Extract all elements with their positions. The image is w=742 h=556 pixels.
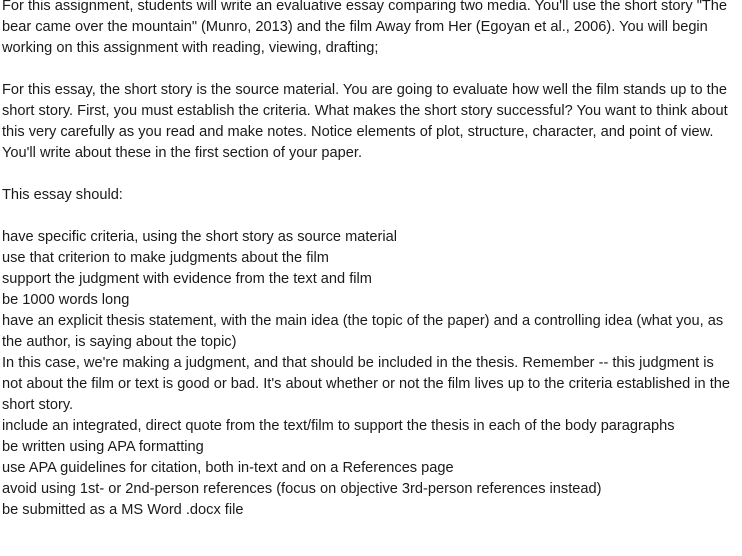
requirement-item: use that criterion to make judgments about the film	[2, 250, 329, 266]
source-material-paragraph: For this essay, the short story is the source material. You are going to evaluate how well the film stands up to the short story. First, you must establish the criteria. What makes the short story successful? You want to think about this very carefully as you read and make notes. Notice elements of plot, structure, character, and point of view. You'll write about these in the first section of your paper.	[2, 82, 728, 161]
requirement-item: use APA guidelines for citation, both in-text and on a References page	[2, 460, 454, 476]
requirement-item: In this case, we're making a judgment, and that should be included in the thesis. Remember -- this judgment is not about the film or text is good or bad. It's about whether or not the film lives up to the criteria established in the short story.	[2, 355, 731, 413]
paragraph-spacer	[2, 206, 730, 227]
paragraph-spacer	[2, 59, 730, 80]
requirement-item: have specific criteria, using the short story as source material	[2, 229, 398, 245]
requirement-item: include an integrated, direct quote from the text/film to support the thesis in each of the body paragraphs	[2, 418, 675, 434]
intro-paragraph: For this assignment, students will write an evaluative essay comparing two media. You'll use the short story "The bear came over the mountain" (Munro, 2013) and the film Away from Her (Egoyan et al., 2006). You will begin working on this assignment with reading, viewing, drafting;	[2, 0, 728, 56]
essay-should-label: This essay should:	[2, 187, 123, 203]
requirement-item: support the judgment with evidence from the text and film	[2, 271, 372, 287]
requirement-item: avoid using 1st- or 2nd-person references (focus on objective 3rd-person references instead)	[2, 481, 602, 497]
requirement-item: be submitted as a MS Word .docx file	[2, 502, 244, 518]
requirement-item: have an explicit thesis statement, with the main idea (the topic of the paper) and a controlling idea (what you, as the author, is saying about the topic)	[2, 313, 724, 350]
requirements-list	[2, 227, 730, 521]
paragraph-spacer	[2, 164, 730, 185]
requirement-item: be written using APA formatting	[2, 439, 204, 455]
requirement-item: be 1000 words long	[2, 292, 130, 308]
document-body	[2, 0, 730, 521]
